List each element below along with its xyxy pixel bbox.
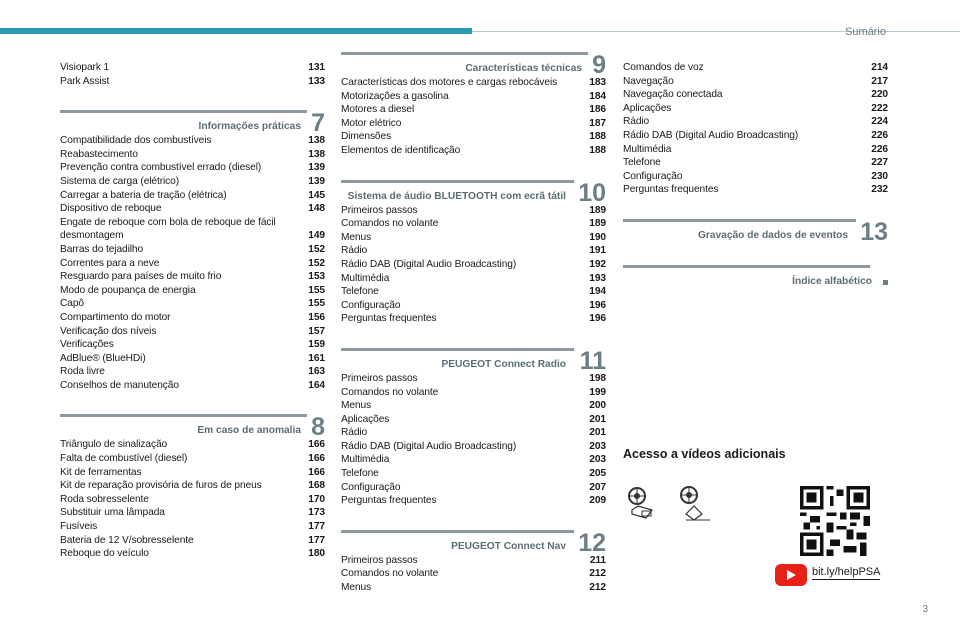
toc-entry[interactable] [60,311,325,325]
toc-entry[interactable] [60,493,325,507]
toc-entry-title: Menus [341,400,372,412]
section-rule [341,530,574,533]
toc-entry-page: 217 [871,75,888,87]
toc-entry-title: Compatibilidade dos combustíveis [60,135,212,147]
toc-entry[interactable] [341,426,606,440]
toc-entry[interactable] [60,216,325,243]
toc-entry[interactable] [623,115,888,129]
toc-entry-title: Primeiros passos [341,554,418,566]
toc-entry[interactable] [60,479,325,493]
toc-entry-title: Capô [60,298,84,310]
toc-entry-page: 224 [871,116,888,128]
toc-entry[interactable] [341,217,606,231]
toc-entry-page: 173 [308,507,325,519]
toc-entry-page: 153 [308,271,325,283]
toc-entry-title: Bateria de 12 V/sobresselente [60,534,194,546]
toc-entry-page: 155 [308,284,325,296]
toc-entry-page: 177 [308,534,325,546]
toc-entry[interactable] [60,297,325,311]
toc-entry-title: AdBlue® (BlueHDi) [60,352,146,364]
page-header-title: Sumário [845,26,886,38]
section-title: Gravação de dados de eventos [697,229,848,241]
toc-entry-page: 194 [589,286,606,298]
toc-entry[interactable] [341,413,606,427]
toc-entry-title: Roda livre [60,366,105,378]
toc-entry-page: 230 [871,170,888,182]
toc-entry-title: Menus [341,582,372,594]
toc-entry[interactable] [341,494,606,508]
toc-entry-title: Navegação [623,75,674,87]
toc-entry-page: 145 [308,189,325,201]
section-rule [341,52,588,55]
toc-entry-title: Kit de reparação provisória de furos de pneus [60,480,262,492]
toc-entry-title: Dimensões [341,131,392,143]
toc-entry-title: Comandos de voz [623,62,704,73]
toc-entry-title: Carregar a bateria de tração (elétrica) [60,189,227,201]
toc-entry[interactable] [60,325,325,339]
toc-entry-title: Perguntas frequentes [341,495,437,507]
toc-entry-title: Características dos motores e cargas rebocáveis [341,77,558,88]
toc-entry-page: 226 [871,129,888,141]
tire-repair-video-icon [676,484,716,524]
toc-entry-title: Dispositivo de reboque [60,203,162,215]
toc-entry-page: 226 [871,143,888,155]
toc-entry-page: 166 [308,466,325,478]
toc-entry-page: 227 [871,157,888,169]
toc-entry-page: 138 [308,148,325,160]
section-number: 13 [860,217,888,246]
section-title: Características técnicas [465,63,582,74]
section-header[interactable] [623,259,888,289]
toc-entry-page: 200 [589,400,606,412]
toc-entry-page: 232 [871,184,888,196]
toc-entry-title: Motorizações a gasolina [341,90,449,102]
toc-entry[interactable] [60,284,325,298]
videos-heading: Acesso a vídeos adicionais [623,447,786,461]
toc-entry[interactable] [623,129,888,143]
toc-entry-title: Park Assist [60,75,110,87]
toc-entry-page: 205 [589,468,606,480]
toc-entry-page: 203 [589,440,606,452]
toc-entry-title: Prevenção contra combustível errado (diesel) [60,162,262,174]
toc-entry-title: Multimédia [341,272,390,284]
toc-entry[interactable] [341,386,606,400]
toc-entry[interactable] [623,61,888,75]
toc-entry[interactable] [341,299,606,313]
toc-entry-title: Rádio DAB (Digital Audio Broadcasting) [623,129,799,141]
toc-entry[interactable] [341,567,606,581]
toc-entry[interactable] [341,76,606,90]
toc-entry-page: 156 [308,311,325,323]
section-number: 11 [579,346,606,375]
toc-entry[interactable] [60,520,325,534]
section-rule [623,265,870,268]
toc-entry-title: Falta de combustível (diesel) [60,453,188,465]
toc-entry-title: Motores a diesel [341,104,415,116]
toc-entry[interactable] [60,257,325,271]
section-header[interactable] [341,174,606,207]
toc-entry[interactable] [341,244,606,258]
toc-entry[interactable] [60,270,325,284]
toc-entry-title: Configuração [623,170,683,182]
toc-entry-title: Modo de poupança de energia [60,284,196,296]
toc-entry[interactable] [60,175,325,189]
toc-entry[interactable] [60,506,325,520]
toc-entry-title: Aplicações [623,102,672,114]
toc-entry-page: 198 [589,372,606,384]
toc-entry-page: 149 [308,230,325,242]
toc-entry-title: Comandos no volante [341,386,439,398]
toc-entry-page: 163 [308,366,325,378]
section-header[interactable] [623,213,888,246]
toc-entry[interactable] [60,189,325,203]
toc-entry-page: 155 [308,298,325,310]
section-header[interactable] [60,104,325,138]
toc-entry[interactable] [60,75,325,89]
toc-entry-title: Rádio DAB (Digital Audio Broadcasting) [341,258,517,270]
toc-entry-title: Telefone [341,286,379,298]
section-marker [883,280,888,285]
toc-entry-page: 166 [308,439,325,451]
toc-entry-title: Compartimento do motor [60,311,171,323]
videos-link[interactable]: bit.ly/helpPSA [812,566,881,578]
toc-entry-title: Multimédia [341,454,390,466]
toc-entry-page: 207 [589,481,606,493]
toc-entry-title: Verificação dos níveis [60,325,157,337]
toc-entry-page: 177 [308,521,325,533]
toc-entry[interactable] [60,243,325,257]
toc-entry-page: 164 [308,379,325,391]
toc-entry-title: Conselhos de manutenção [60,379,179,391]
toc-entry[interactable] [341,481,606,495]
toc-entry[interactable] [341,204,606,218]
toc-entry-page: 188 [589,131,606,143]
toc-entry[interactable] [60,547,325,561]
toc-entry-title: Configuração [341,481,401,493]
toc-entry-page: 159 [308,339,325,351]
toc-entry-title: Primeiros passos [341,372,418,384]
section-header[interactable] [341,524,606,557]
qr-code[interactable] [800,486,870,556]
toc-entry[interactable] [341,312,606,326]
toc-entry[interactable] [623,170,888,184]
toc-entry[interactable] [60,379,325,393]
toc-entry-page: 214 [871,62,888,73]
toc-entry-page: 209 [589,495,606,507]
section-title: Sistema de áudio BLUETOOTH com ecrã tátil [347,190,566,202]
toc-entry-page: 212 [589,582,606,594]
toc-entry[interactable] [60,466,325,480]
toc-entry[interactable] [60,365,325,379]
toc-entry-title: Primeiros passos [341,204,418,216]
toc-entry-title: Aplicações [341,413,390,425]
toc-entry[interactable] [60,352,325,366]
toc-entry-page: 168 [308,480,325,492]
toc-entry-title: Perguntas frequentes [623,184,719,196]
toc-entry-title: Comandos no volante [341,218,439,230]
toc-entry-page: 157 [308,325,325,337]
toc-entry-page: 138 [308,135,325,147]
section-number: 9 [592,51,606,79]
toc-entry-title: Telefone [341,468,379,480]
toc-entry[interactable] [623,143,888,157]
toc-entry-page: 212 [589,568,606,580]
toc-entry-page: 199 [589,386,606,398]
toc-entry[interactable] [60,438,325,452]
toc-entry-page: 192 [589,258,606,270]
toc-column-3 [623,61,888,289]
toc-entry[interactable] [60,534,325,548]
toc-entry[interactable] [341,272,606,286]
toc-entry[interactable] [341,231,606,245]
toc-entry-page: 190 [589,231,606,243]
section-title: PEUGEOT Connect Radio [441,358,566,370]
toc-entry-page: 131 [308,62,325,73]
toc-entry[interactable] [341,285,606,299]
toc-entry-page: 189 [589,204,606,216]
toc-entry[interactable] [60,134,325,148]
toc-entry-title: Perguntas frequentes [341,313,437,325]
toc-entry-page: 187 [589,117,606,129]
toc-entry[interactable] [341,117,606,131]
section-rule [341,180,574,183]
toc-entry-title: Rádio [341,245,368,257]
toc-entry-title: Telefone [623,157,661,169]
toc-entry-title: Fusíveis [60,521,98,533]
section-header[interactable] [341,342,606,375]
section-title: PEUGEOT Connect Nav [451,540,566,552]
toc-entry-title: Elementos de identificação [341,144,461,156]
section-title: Índice alfabético [792,275,872,287]
toc-entry-page: 193 [589,272,606,284]
toc-entry-page: 161 [308,352,325,364]
toc-entry[interactable] [341,258,606,272]
wheel-video-icon [624,484,664,524]
toc-entry-title: Engate de reboque com bola de reboque de fácil desmontagem [60,216,276,242]
toc-entry-title: Rádio DAB (Digital Audio Broadcasting) [341,440,517,452]
toc-entry[interactable] [341,467,606,481]
toc-entry[interactable] [341,453,606,467]
toc-entry[interactable] [341,399,606,413]
section-number: 10 [578,178,606,207]
toc-entry[interactable] [623,75,888,89]
toc-entry-page: 220 [871,89,888,101]
toc-entry-page: 201 [589,413,606,425]
toc-column-2 [341,46,606,595]
toc-entry[interactable] [60,202,325,216]
toc-entry[interactable] [341,130,606,144]
header-rule [472,31,960,32]
toc-entry-page: 189 [589,218,606,230]
toc-entry-page: 188 [589,144,606,156]
toc-entry-title: Correntes para a neve [60,257,160,269]
toc-column-1 [60,61,325,561]
toc-entry[interactable] [341,554,606,568]
toc-entry[interactable] [60,61,325,75]
toc-entry-page: 148 [308,203,325,215]
toc-entry[interactable] [341,440,606,454]
toc-entry-page: 203 [589,454,606,466]
toc-entry-title: Visiopark 1 [60,62,110,73]
toc-entry-title: Rádio [623,116,650,128]
toc-entry[interactable] [623,156,888,170]
toc-entry-title: Triângulo de sinalização [60,439,168,451]
section-number: 12 [578,528,606,557]
toc-entry-page: 139 [308,162,325,174]
section-header[interactable] [60,408,325,442]
section-title: Em caso de anomalia [197,425,301,437]
toc-entry-page: 152 [308,257,325,269]
toc-entry-title: Barras do tejadilho [60,243,144,255]
toc-entry-title: Navegação conectada [623,89,723,101]
toc-entry[interactable] [60,161,325,175]
toc-entry-page: 186 [589,104,606,116]
toc-entry-title: Menus [341,231,372,243]
toc-entry-page: 139 [308,175,325,187]
toc-entry-page: 133 [308,75,325,87]
toc-entry-title: Roda sobresselente [60,493,149,505]
toc-entry-title: Configuração [341,299,401,311]
toc-entry[interactable] [341,372,606,386]
toc-entry-page: 184 [589,90,606,102]
toc-entry-page: 170 [308,493,325,505]
toc-entry[interactable] [60,338,325,352]
toc-entry-page: 183 [589,77,606,88]
toc-entry[interactable] [341,103,606,117]
section-rule [60,414,307,417]
toc-entry-title: Sistema de carga (elétrico) [60,175,180,187]
toc-entry[interactable] [623,88,888,102]
page-number: 3 [922,604,928,615]
toc-entry-title: Motor elétrico [341,117,402,129]
youtube-icon[interactable] [775,564,807,586]
toc-entry-page: 152 [308,243,325,255]
section-rule [341,348,574,351]
toc-entry[interactable] [341,144,606,158]
toc-entry-page: 201 [589,427,606,439]
toc-entry-page: 196 [589,313,606,325]
section-rule [623,219,856,222]
header-accent-bar [0,28,472,34]
toc-entry-title: Reboque do veículo [60,548,149,560]
toc-entry-page: 166 [308,453,325,465]
section-number: 8 [311,413,325,442]
section-number: 7 [311,109,325,138]
toc-entry[interactable] [60,452,325,466]
toc-entry-title: Multimédia [623,143,672,155]
toc-entry-title: Verificações [60,339,114,351]
toc-entry-title: Reabastecimento [60,148,138,160]
section-title: Informações práticas [198,121,301,133]
toc-entry[interactable] [623,183,888,197]
toc-entry-page: 211 [589,554,606,566]
toc-entry-page: 191 [589,245,606,257]
toc-entry-page: 180 [308,548,325,560]
toc-entry-title: Resguardo para países de muito frio [60,271,222,283]
toc-entry[interactable] [341,581,606,595]
section-header[interactable] [341,46,606,79]
toc-entry-title: Comandos no volante [341,568,439,580]
toc-entry[interactable] [341,90,606,104]
toc-entry-title: Kit de ferramentas [60,466,142,478]
toc-entry-page: 222 [871,102,888,114]
toc-entry[interactable] [60,148,325,162]
toc-entry[interactable] [623,102,888,116]
toc-entry-title: Rádio [341,427,368,439]
section-rule [60,110,307,113]
toc-entry-title: Substituir uma lâmpada [60,507,165,519]
toc-entry-page: 196 [589,299,606,311]
